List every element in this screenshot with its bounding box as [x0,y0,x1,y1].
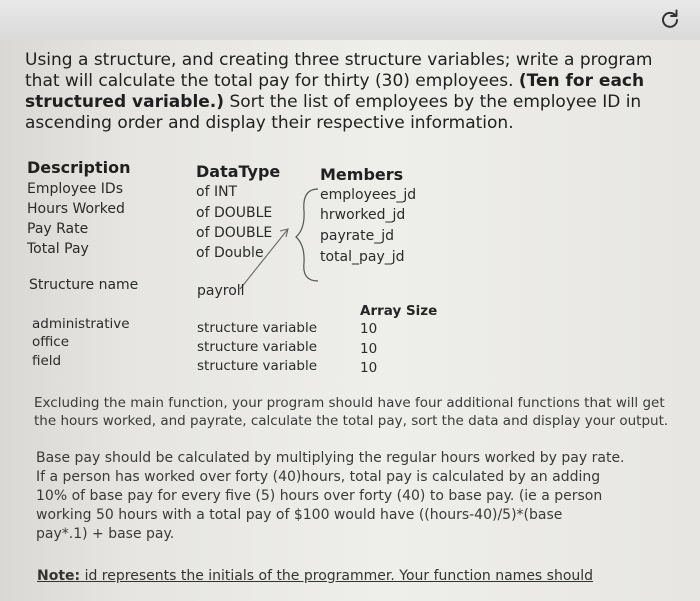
note-label: Note: [37,568,81,584]
basepay-paragraph-line: working 50 hours with a total pay of $100 would have ((hours-40)/5)*(base [36,507,563,523]
note-line [37,568,593,584]
variable-size: 10 [360,360,378,376]
variable-name: administrative [32,316,130,332]
basepay-paragraph-line: pay*.1) + base pay. [36,526,175,542]
variable-size: 10 [360,321,378,337]
browser-toolbar [0,0,700,40]
assignment-intro [25,50,675,134]
variable-name: office [32,334,70,350]
functions-paragraph-line: the hours worked, and payrate, calculate the total pay, sort the data and display your output. [34,413,669,429]
basepay-paragraph-line: Base pay should be calculated by multiplying the regular hours worked by pay rate. [36,450,625,466]
header-members: Members [320,165,404,184]
member-cell: hrworked_jd [320,207,406,223]
refresh-icon[interactable] [658,7,682,31]
datatype-cell: of Double [196,245,264,261]
structure-name-label: Structure name [29,277,139,293]
intro-bold-text: (Ten for each structured variable.) [25,71,645,112]
member-cell: payrate_jd [320,228,394,244]
variable-kind: structure variable [197,358,318,374]
variable-kind: structure variable [197,339,318,355]
basepay-paragraph-line: 10% of base pay for every five (5) hours over forty (40) to base pay. (ie a person [36,488,603,504]
structure-name-value: payroll [197,283,245,299]
array-size-header: Array Size [360,303,438,319]
header-datatype: DataType [196,162,281,181]
description-cell: Pay Rate [27,221,89,237]
handdrawn-brace-arrow [230,185,320,295]
basepay-paragraph-line: If a person has worked over forty (40)hours, total pay is calculated by an adding [36,469,601,485]
datatype-cell: of DOUBLE [196,205,273,221]
variable-name: field [32,353,62,369]
variable-kind: structure variable [197,320,318,336]
member-cell: total_pay_jd [320,249,405,265]
description-cell: Employee IDs [27,181,123,197]
functions-paragraph-line: Excluding the main function, your program should have four additional functions that will get [34,395,665,411]
datatype-cell: of DOUBLE [196,225,273,241]
variable-size: 10 [360,341,378,357]
description-cell: Total Pay [27,241,89,257]
datatype-cell: of INT [196,184,238,200]
member-cell: employees_jd [320,187,417,203]
header-description: Description [27,158,131,177]
note-text: id represents the initials of the programmer. Your function names should [84,568,594,584]
intro-text-2: Sort the list of employees by the employee ID in ascending order and display their respective information. [25,92,642,133]
intro-text-1: Using a structure, and creating three structure variables; write a program that will calculate the total pay for thirty (30) employees. [25,50,653,91]
description-cell: Hours Worked [27,201,125,217]
